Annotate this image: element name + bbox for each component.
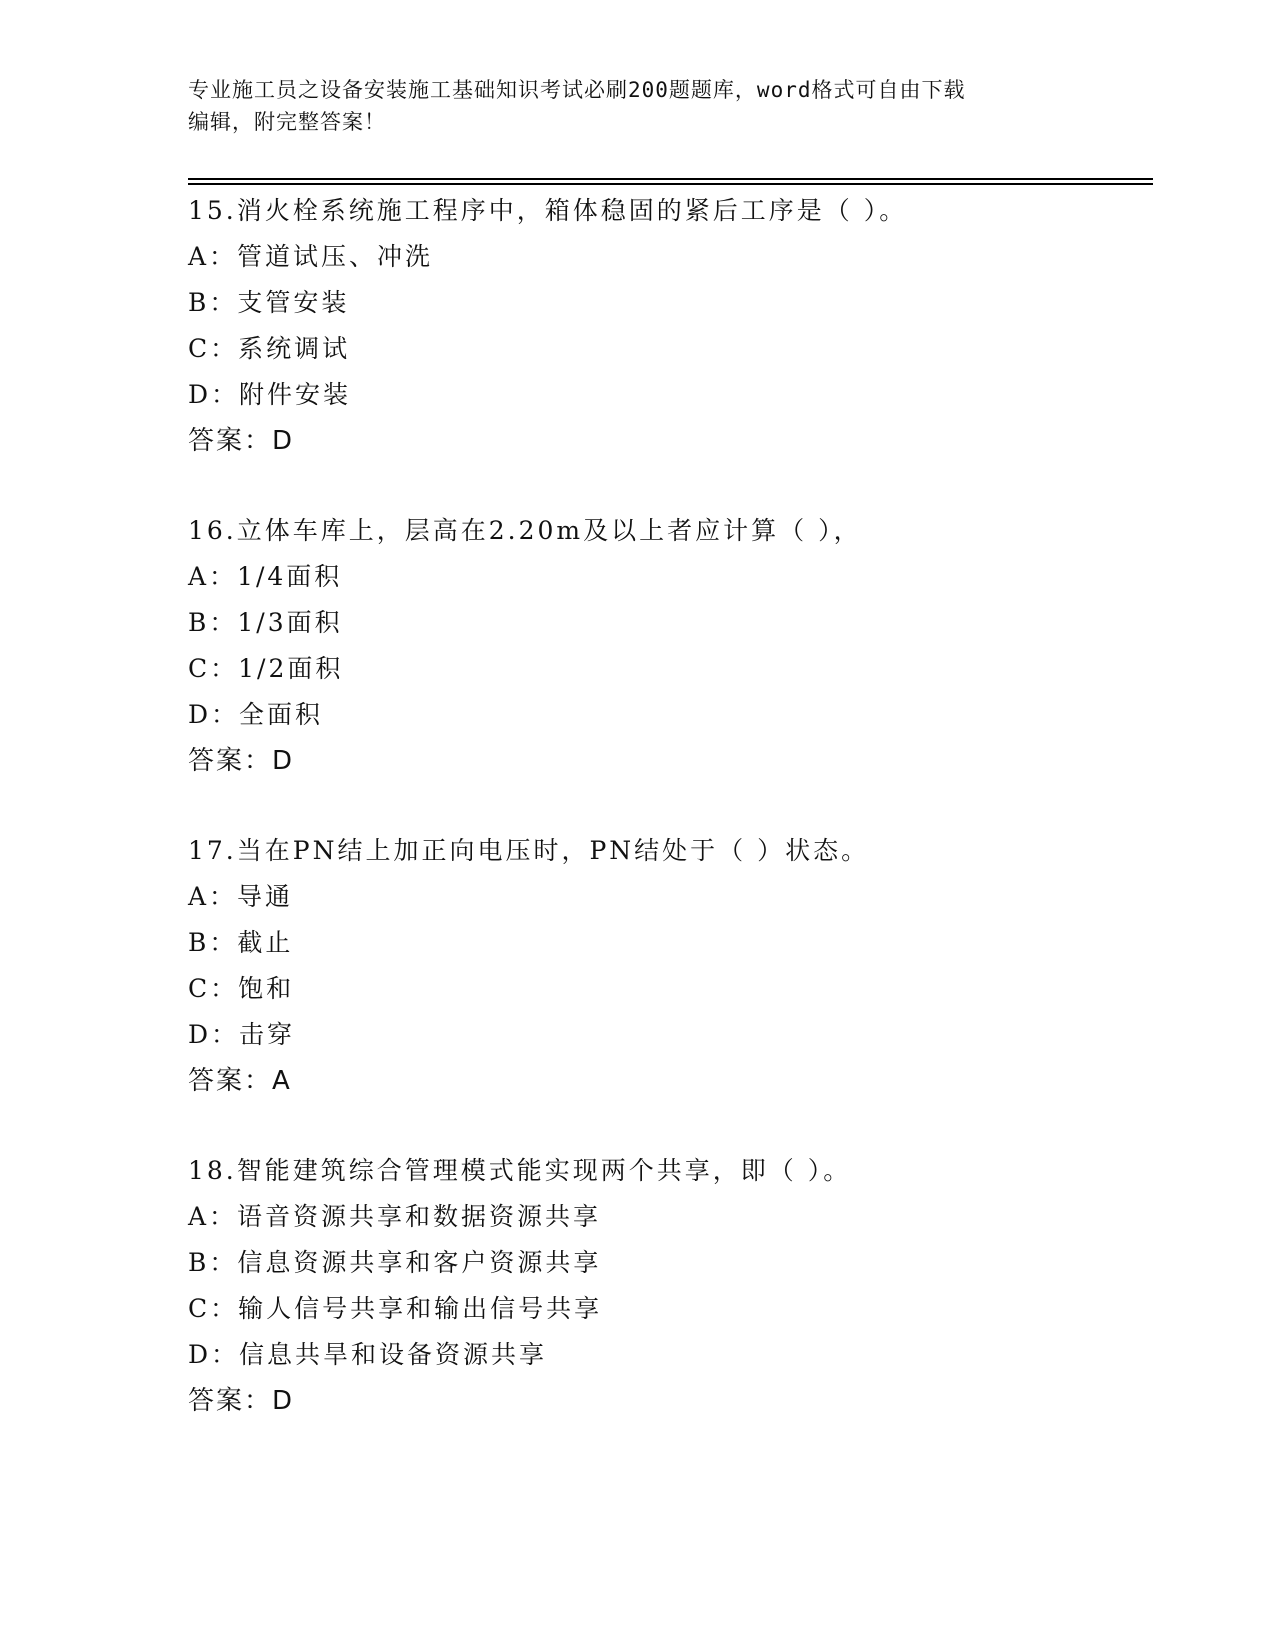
option-b: B：支管安装 [188,288,350,317]
answer-line: 答案：D [188,426,295,456]
question-17 [188,828,1153,1104]
option-d: D：信息共旱和设备资源共享 [188,1340,548,1369]
header-divider-bottom [188,183,1153,185]
question-list [188,188,1153,1424]
question-15 [188,188,1153,464]
option-c: C：1/2面积 [188,654,344,683]
option-c: C：饱和 [188,974,295,1003]
answer-line: 答案：A [188,1066,292,1096]
option-b: B：信息资源共享和客户资源共享 [188,1248,602,1277]
question-18 [188,1148,1153,1424]
option-b: B：截止 [188,928,294,957]
document-header [188,74,1068,138]
option-a: A：管道试压、冲洗 [188,242,434,271]
question-stem: 16.立体车库上，层高在2.20m及以上者应计算（ ）， [188,516,862,545]
option-d: D：击穿 [188,1020,296,1049]
header-divider-top [188,178,1153,180]
option-b: B：1/3面积 [188,608,343,637]
option-d: D：附件安装 [188,380,352,409]
header-line-1: 专业施工员之设备安装施工基础知识考试必刷200题题库，word格式可自由下载 [188,78,966,102]
question-spacer [188,464,1153,508]
option-c: C：输人信号共享和输出信号共享 [188,1294,603,1323]
question-stem: 18.智能建筑综合管理模式能实现两个共享，即（ ）。 [188,1156,852,1185]
question-16 [188,508,1153,784]
question-spacer [188,784,1153,828]
option-a: A：导通 [188,882,294,911]
question-spacer [188,1104,1153,1148]
answer-line: 答案：D [188,746,295,776]
option-a: A：语音资源共享和数据资源共享 [188,1202,602,1231]
header-line-2: 编辑，附完整答案！ [188,110,386,134]
option-a: A：1/4面积 [188,562,343,591]
option-d: D：全面积 [188,700,324,729]
answer-line: 答案：D [188,1386,295,1416]
question-stem: 15.消火栓系统施工程序中，箱体稳固的紧后工序是（ ）。 [188,196,908,225]
option-c: C：系统调试 [188,334,351,363]
question-stem: 17.当在PN结上加正向电压时，PN结处于（ ）状态。 [188,836,870,865]
